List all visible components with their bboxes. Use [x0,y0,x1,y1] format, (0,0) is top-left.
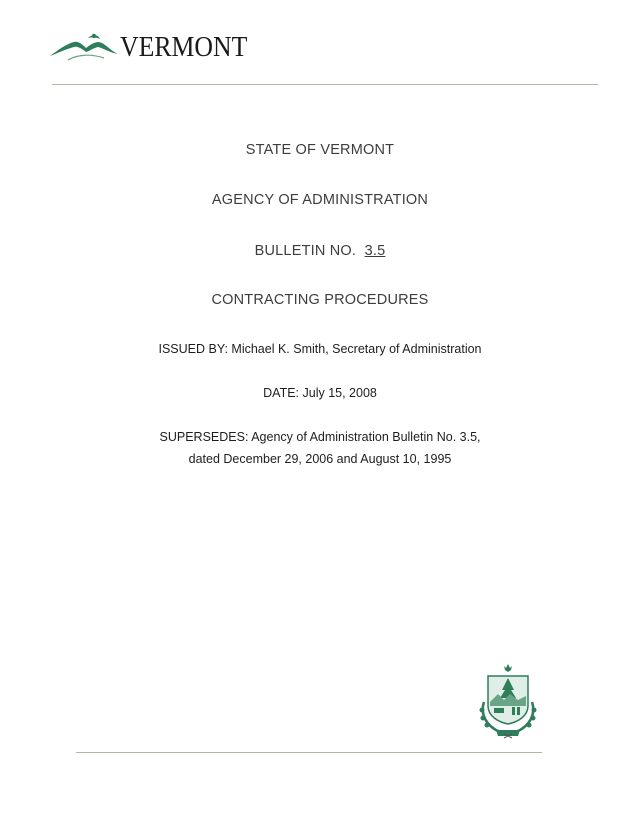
bulletin-heading [0,243,640,259]
issue-date: DATE: July 15, 2008 [263,386,377,400]
state-seal-icon [474,662,542,740]
vermont-logo [48,30,248,64]
subject-heading: CONTRACTING PROCEDURES [211,292,429,308]
bulletin-label: BULLETIN NO. [254,243,357,259]
logo-wordmark: VERMONT [120,32,248,63]
mountain-logo-icon [48,30,120,64]
supersedes-line-1: SUPERSEDES: Agency of Administration Bulletin No. 3.5, [159,430,481,444]
top-divider [52,84,598,85]
agency-heading: AGENCY OF ADMINISTRATION [211,192,429,208]
supersedes-line-2: dated December 29, 2006 and August 10, 1995 [188,452,452,466]
bulletin-number: 3.5 [364,243,386,259]
issued-by: ISSUED BY: Michael K. Smith, Secretary of Administration [158,342,482,356]
state-heading: STATE OF VERMONT [245,142,395,158]
bottom-divider [76,752,542,753]
